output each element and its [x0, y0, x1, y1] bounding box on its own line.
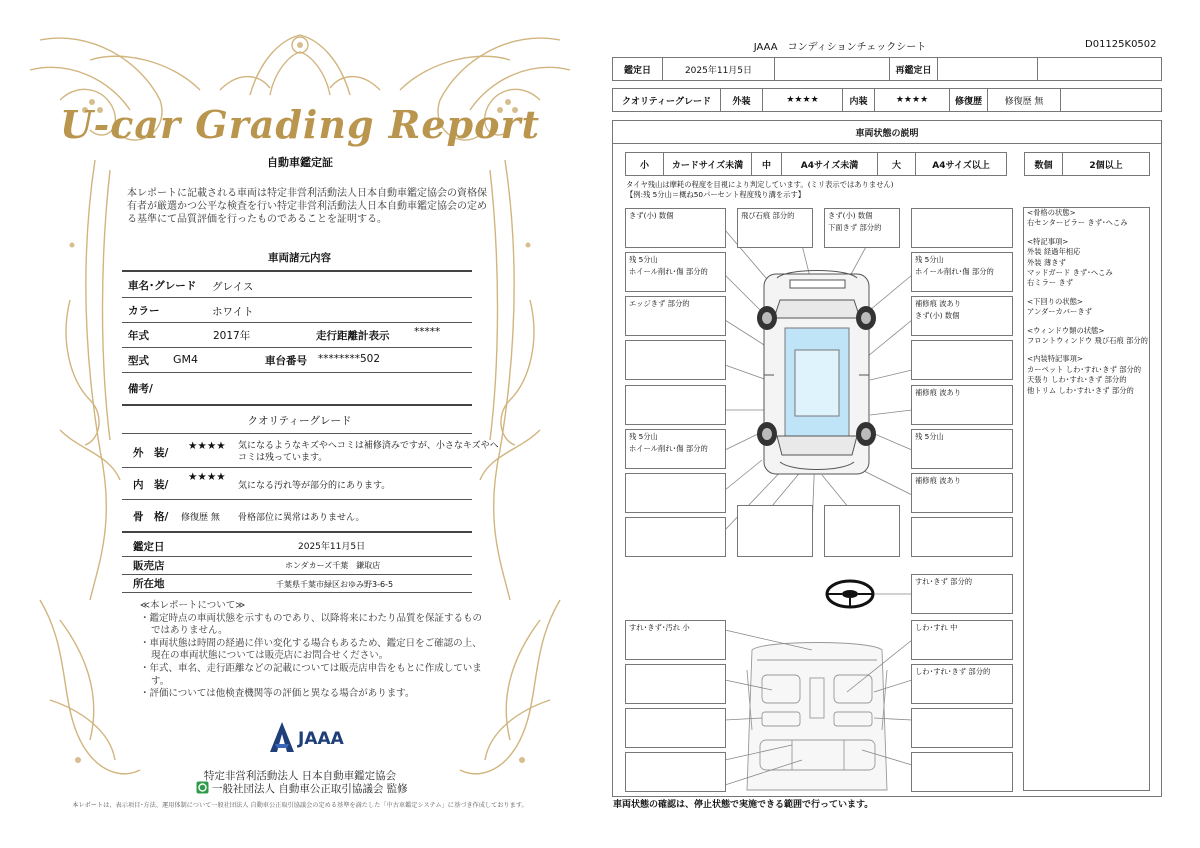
legend-small-desc: カードサイズ未満: [664, 153, 752, 175]
year-label: 年式: [128, 330, 149, 342]
reappraisal-value: [938, 58, 1038, 80]
address-label: 所在地: [133, 578, 165, 590]
specs-title: 車両諸元内容: [268, 252, 331, 264]
issuer-organization: 特定非営利活動法人 日本自動車鑑定協会: [203, 770, 397, 782]
damage-box: きず(小) 数個: [625, 208, 726, 248]
damage-box: 残 5分山 ホイール削れ･傷 部分的: [911, 252, 1013, 292]
legend-large: 大: [878, 153, 916, 175]
interior-box: [625, 708, 726, 748]
interior-box: すれ･きず･汚れ 小: [625, 620, 726, 660]
tire-note: タイヤ残山は摩耗の程度を目視により判定しています。(ミリ表示ではありません): [626, 180, 894, 189]
note-item: ・評価については他検査機関等の評価と異なる場合があります。: [140, 688, 415, 700]
damage-box: [625, 473, 726, 513]
frame-value: 修復歴 無: [181, 513, 220, 523]
note-line: 右ミラー きず: [1027, 278, 1074, 288]
model-value: GM4: [173, 353, 199, 366]
appraisal-date-value: 2025年11月5日: [298, 542, 366, 552]
empty-cell: [1061, 89, 1161, 111]
damage-box: 残 5分山: [911, 429, 1013, 469]
divider: [122, 433, 472, 434]
certificate-title: U-car Grading Report: [59, 102, 541, 147]
note-line: 外装 経過年相応: [1027, 247, 1081, 257]
damage-box: [737, 505, 813, 557]
interior-description: 気になる汚れ等が部分的にあります。: [238, 481, 391, 491]
legend-mid-desc: A4サイズ未満: [782, 153, 878, 175]
interior-label: 内 装/: [133, 479, 169, 491]
note-line: 右センターピラー きず･へこみ: [1027, 218, 1128, 228]
tire-note-example: 【例:残 5分山＝概ね50パーセント程度残り溝を示す】: [626, 190, 806, 199]
empty-cell: [1038, 58, 1161, 80]
note-line: [1027, 346, 1157, 354]
legend-count-desc: 2個以上: [1089, 160, 1123, 171]
notes-title: ≪本レポートについて≫: [140, 600, 246, 611]
appraisal-date-label: 鑑定日: [133, 541, 165, 553]
damage-box: きず(小) 数個 下面きず 部分的: [824, 208, 900, 248]
interior-box: [911, 708, 1013, 748]
repair-history-label: 修復歴: [950, 89, 988, 111]
damage-box: [625, 340, 726, 380]
note-item: ・車両状態は時間の経過に伴い変化する場合もあるため、鑑定日をご確認の上、現在の車両状態については販売店にお問合せください。: [140, 637, 482, 662]
frame-description: 骨格部位に異常はありません。: [238, 513, 365, 523]
damage-box: 飛び石痕 部分的: [737, 208, 813, 248]
size-legend: [625, 152, 1007, 176]
damage-box: 補修痕 波あり: [911, 385, 1013, 425]
divider: [122, 347, 472, 348]
note-line: マッドガード きず･へこみ: [1027, 268, 1113, 278]
dealer-value: ホンダカーズ千葉 鎌取店: [285, 561, 381, 570]
steering-wheel-icon: [827, 581, 873, 607]
report-notes: [140, 600, 490, 701]
name-grade-label: 車名･グレード: [128, 280, 197, 292]
jaaa-logo-icon: [270, 722, 294, 752]
divider: [122, 372, 472, 373]
interior-box: [625, 752, 726, 792]
count-legend: [1024, 152, 1150, 176]
note-line: [1027, 229, 1157, 237]
damage-box: 残 5分山 ホイール削れ･傷 部分的: [625, 252, 726, 292]
damage-box: [824, 505, 900, 557]
interior-box: [911, 752, 1013, 792]
note-line: <ウィンドウ類の状態>: [1027, 325, 1105, 335]
damage-box: [911, 340, 1013, 380]
note-line: 外装 薄きず: [1027, 257, 1066, 267]
note-line: [1027, 289, 1157, 297]
damage-box: エッジきず 部分的: [625, 296, 726, 336]
note-line: フロントウィンドウ 飛び石痕 部分的: [1027, 336, 1148, 346]
damage-box: 補修痕 波あり きず(小) 数個: [911, 296, 1013, 336]
section-title: 車両状態の説明: [612, 120, 1162, 144]
damage-box: [625, 385, 726, 425]
address-value: 千葉県千葉市緑区おゆみ野3-6-5: [276, 580, 394, 589]
exterior-stars: ★★★★: [763, 89, 843, 111]
exterior-description: 気になるようなキズやヘコミは補修済みですが、小さなキズやヘコミは残っています。: [238, 441, 499, 463]
interior-box: しわ･すれ 中: [911, 620, 1013, 660]
frame-label: 骨 格/: [133, 511, 169, 523]
damage-box: [911, 517, 1013, 557]
supervising-organization: 一般社団法人 自動車公正取引協議会 監修: [212, 783, 408, 795]
divider: [122, 404, 472, 406]
fair-trade-mark-icon: [196, 781, 209, 794]
year-value: 2017年: [213, 330, 251, 342]
chassis-value: ********502: [318, 353, 381, 365]
reappraisal-label: 再鑑定日: [890, 58, 938, 80]
damage-box: 残 5分山 ホイール削れ･傷 部分的: [625, 429, 726, 469]
sheet-footer: 車両状態の確認は、停止状態で実施できる範囲で行っています。: [613, 800, 874, 810]
note-line: 他トリム しわ･すれ･きず 部分的: [1027, 385, 1134, 395]
interior-box: しわ･すれ･きず 部分的: [911, 664, 1013, 704]
date-value: 2025年11月5日: [663, 58, 775, 80]
exterior-label: 外装: [721, 89, 763, 111]
divider: [122, 270, 472, 272]
legal-footnote: 本レポートは、表示項目･方法、運用体制について一般社団法人 自動車公正取引協議会の定める基準を満たした「中古車鑑定システム」に基づき作成しております。: [72, 802, 528, 809]
note-line: 天張り しわ･すれ･きず 部分的: [1027, 375, 1127, 385]
damage-box: [625, 517, 726, 557]
chassis-label: 車台番号: [265, 355, 307, 367]
mileage-label: 走行距離計表示: [316, 330, 390, 342]
note-line: カーペット しわ･すれ･きず 部分的: [1027, 364, 1142, 374]
divider: [122, 467, 472, 468]
note-item: ・年式、車名、走行距離などの記載については販売店申告をもとに作成しています。: [140, 662, 482, 687]
damage-box: 補修痕 波あり: [911, 473, 1013, 513]
interior-box: [625, 664, 726, 704]
note-item: ・鑑定時点の車両状態を示すものであり、以降将来にわたり品質を保証するものではありません。: [140, 612, 483, 637]
quality-grade-label: クオリティーグレード: [613, 89, 721, 111]
interior-stars: ★★★★: [188, 471, 226, 483]
legend-count: 数個: [1025, 153, 1063, 175]
mileage-value: *****: [414, 326, 441, 338]
interior-stars: ★★★★: [875, 89, 950, 111]
note-line: <特記事項>: [1027, 236, 1069, 246]
note-line: <下回りの状態>: [1027, 296, 1084, 306]
damage-box: [911, 208, 1013, 248]
condition-notes: [1027, 208, 1157, 396]
grade-title: クオリティーグレード: [247, 415, 352, 427]
model-label: 型式: [128, 355, 149, 367]
date-row: [612, 57, 1162, 81]
divider: [122, 574, 472, 575]
note-line: アンダーカバーきず: [1027, 307, 1092, 317]
certificate-subtitle: 自動車鑑定証: [267, 156, 333, 169]
divider: [122, 531, 472, 533]
note-line: <骨格の状態>: [1027, 208, 1076, 217]
legend-large-desc: A4サイズ以上: [932, 160, 990, 171]
interior-label: 内装: [843, 89, 875, 111]
divider: [122, 556, 472, 557]
note-line: [1027, 318, 1157, 326]
name-grade-value: グレイス: [212, 281, 254, 293]
remarks-label: 備考/: [128, 383, 153, 395]
jaaa-logo-text: JAAA: [298, 729, 344, 749]
exterior-stars: ★★★★: [188, 440, 226, 452]
date-label: 鑑定日: [613, 58, 663, 80]
color-value: ホワイト: [212, 306, 254, 318]
divider: [122, 297, 472, 298]
dealer-label: 販売店: [133, 560, 165, 572]
legend-mid: 中: [752, 153, 782, 175]
certificate-intro: 本レポートに記載される車両は特定非営利活動法人日本自動車鑑定協会の資格保有者が厳選かつ公平な検査を行い特定非営利活動法人日本自動車鑑定協会の定める基準にて品質評価を行ったものであることを証明する。: [127, 188, 487, 225]
color-label: カラー: [128, 305, 160, 317]
sheet-code: D01125K0502: [1085, 39, 1157, 50]
sheet-title: JAAA コンディションチェックシート: [753, 42, 927, 53]
exterior-label: 外 装/: [133, 447, 169, 459]
empty-cell: [775, 58, 890, 80]
divider: [122, 592, 472, 593]
interior-box: すれ･きず 部分的: [911, 574, 1013, 614]
legend-small: 小: [626, 153, 664, 175]
note-line: <内装特記事項>: [1027, 354, 1084, 364]
divider: [122, 499, 472, 500]
grade-row: [612, 88, 1162, 112]
divider: [122, 322, 472, 323]
repair-history-value: 修復歴 無: [988, 89, 1061, 111]
